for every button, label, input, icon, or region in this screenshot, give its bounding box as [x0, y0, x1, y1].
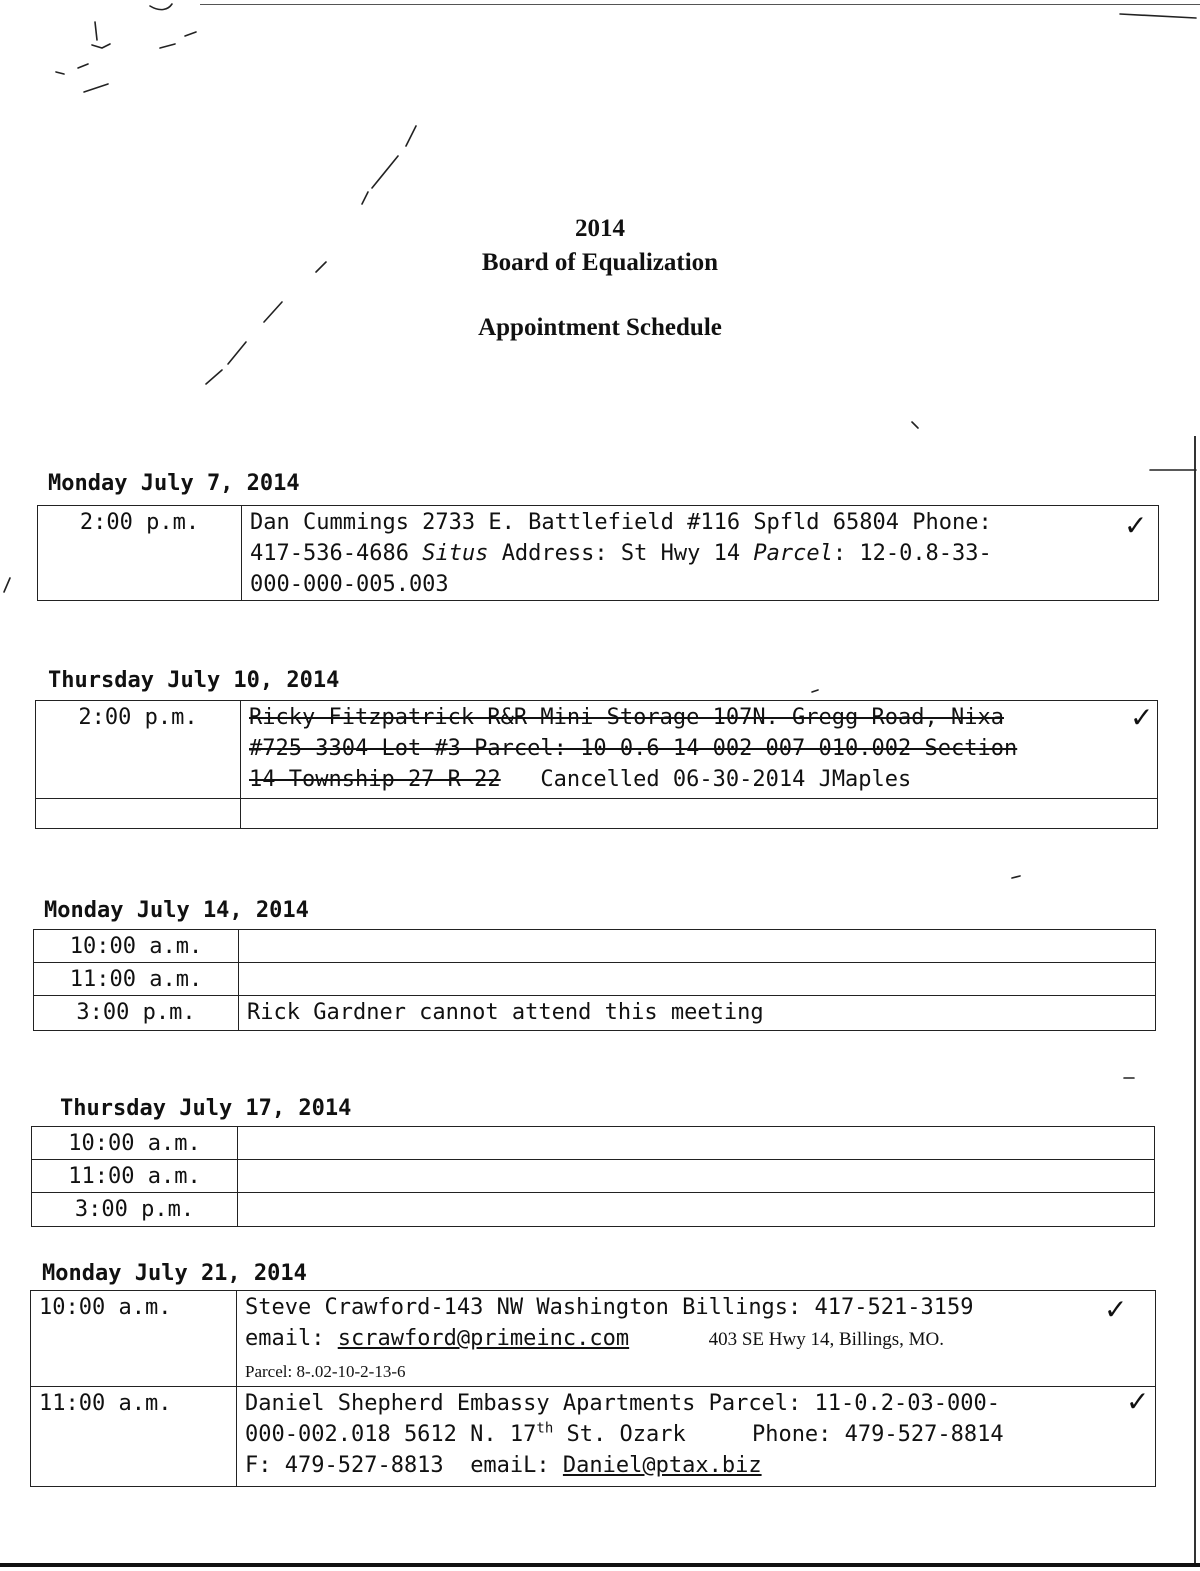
- appointment-phone: Phone: 479-527-8814: [751, 1422, 1004, 1447]
- appointment-cell: [241, 701, 1158, 799]
- table-row: [36, 701, 1158, 799]
- appointment-cell: Rick Gardner cannot attend this meeting: [239, 996, 1156, 1031]
- parcel-number-continued: 000-000-005.003: [250, 572, 449, 597]
- schedule-table-july-10: [35, 700, 1158, 829]
- time-cell: 3:00 p.m.: [32, 1193, 238, 1227]
- appointment-cell: [238, 1193, 1155, 1227]
- table-row: [31, 1291, 1156, 1387]
- day-heading-july-17: Thursday July 17, 2014: [60, 1096, 352, 1121]
- cancelled-entry-line: Ricky Fitzpatrick-R&R Mini Storage 107N. Gregg Road, Nixa: [249, 705, 1004, 730]
- email-label: emaiL:: [470, 1453, 563, 1478]
- day-heading-july-21: Monday July 21, 2014: [42, 1261, 307, 1286]
- appointment-contact: Steve Crawford-143 NW Washington Billings: 417-521-3159: [245, 1295, 974, 1320]
- time-cell: 11:00 a.m.: [34, 963, 239, 996]
- appointment-cell: [237, 1291, 1156, 1387]
- schedule-table-july-21: [30, 1290, 1156, 1487]
- appointment-cell: [238, 1127, 1155, 1160]
- appointment-address: 000-002.018 5612 N. 17: [245, 1422, 537, 1447]
- time-cell: 3:00 p.m.: [34, 996, 239, 1031]
- table-row: [31, 1387, 1156, 1487]
- checkmark-icon: ✓: [1124, 509, 1148, 542]
- appointment-cell: [238, 1160, 1155, 1193]
- table-row: [32, 1127, 1155, 1160]
- appointment-city: St. Ozark: [553, 1422, 686, 1447]
- table-row: [38, 506, 1159, 601]
- appointment-cell: [239, 963, 1156, 996]
- appointment-contact: Dan Cummings 2733 E. Battlefield #116 Spfld 65804 Phone:: [250, 510, 992, 535]
- time-cell: 10:00 a.m.: [34, 930, 239, 963]
- document-title: Board of Equalization: [481, 249, 719, 276]
- table-row: [36, 799, 1158, 829]
- document-year: 2014: [575, 215, 625, 242]
- document-subtitle: Appointment Schedule: [478, 314, 722, 341]
- checkmark-icon: ✓: [1130, 701, 1154, 734]
- situs-address: Address: St Hwy 14: [501, 541, 741, 566]
- top-rule: [200, 4, 1200, 5]
- appointment-cell: [241, 799, 1158, 829]
- table-row: [34, 996, 1156, 1031]
- cancelled-entry-line: 14-Township 27 R 22: [249, 767, 501, 792]
- time-cell: 2:00 p.m.: [36, 701, 241, 799]
- email-link[interactable]: Daniel@ptax.biz: [562, 1453, 762, 1478]
- time-cell: 10:00 a.m.: [31, 1291, 237, 1387]
- day-heading-july-10: Thursday July 10, 2014: [48, 668, 340, 693]
- table-row: [32, 1193, 1155, 1227]
- appointment-cell: [237, 1387, 1156, 1487]
- table-row: [34, 930, 1156, 963]
- time-cell: 2:00 p.m.: [38, 506, 242, 601]
- cancelled-entry-line: #725-3304 Lot #3 Parcel: 10-0.6-14-002-007-010.002 Section: [249, 736, 1018, 761]
- email-label: email:: [245, 1326, 338, 1351]
- time-cell: 10:00 a.m.: [32, 1127, 238, 1160]
- day-heading-july-14: Monday July 14, 2014: [44, 898, 309, 923]
- schedule-table-july-17: [31, 1126, 1155, 1227]
- day-heading-july-7: Monday July 7, 2014: [48, 471, 300, 496]
- table-row: [34, 963, 1156, 996]
- right-edge-rule: [1194, 436, 1196, 1566]
- table-row: [32, 1160, 1155, 1193]
- appointment-contact: Daniel Shepherd Embassy Apartments Parcel: 11-0.2-03-000-: [245, 1391, 1000, 1416]
- time-cell: 11:00 a.m.: [31, 1387, 237, 1487]
- appointment-cell: [242, 506, 1159, 601]
- bottom-rule: [0, 1563, 1200, 1567]
- cancellation-note: Cancelled 06-30-2014 JMaples: [540, 767, 912, 792]
- parcel-number: : 12-0.8-33-: [832, 541, 992, 566]
- parcel-number: Parcel: 8-.02-10-2-13-6: [245, 1362, 406, 1381]
- schedule-table-july-14: [33, 929, 1156, 1031]
- email-link[interactable]: scrawford@primeinc.com: [337, 1326, 630, 1351]
- ordinal-suffix: th: [536, 1420, 554, 1437]
- parcel-label: Parcel: [753, 541, 833, 566]
- schedule-table-july-7: [37, 505, 1159, 601]
- appointment-fax: F: 479-527-8813: [245, 1453, 444, 1478]
- checkmark-icon: ✓: [1126, 1385, 1150, 1418]
- appointment-cell: [239, 930, 1156, 963]
- checkmark-icon: ✓: [1104, 1293, 1128, 1326]
- property-address: 403 SE Hwy 14, Billings, MO.: [708, 1329, 945, 1350]
- time-cell: [36, 799, 241, 829]
- appointment-phone: 417-536-4686: [250, 541, 409, 566]
- time-cell: 11:00 a.m.: [32, 1160, 238, 1193]
- situs-label: Situs: [422, 541, 489, 566]
